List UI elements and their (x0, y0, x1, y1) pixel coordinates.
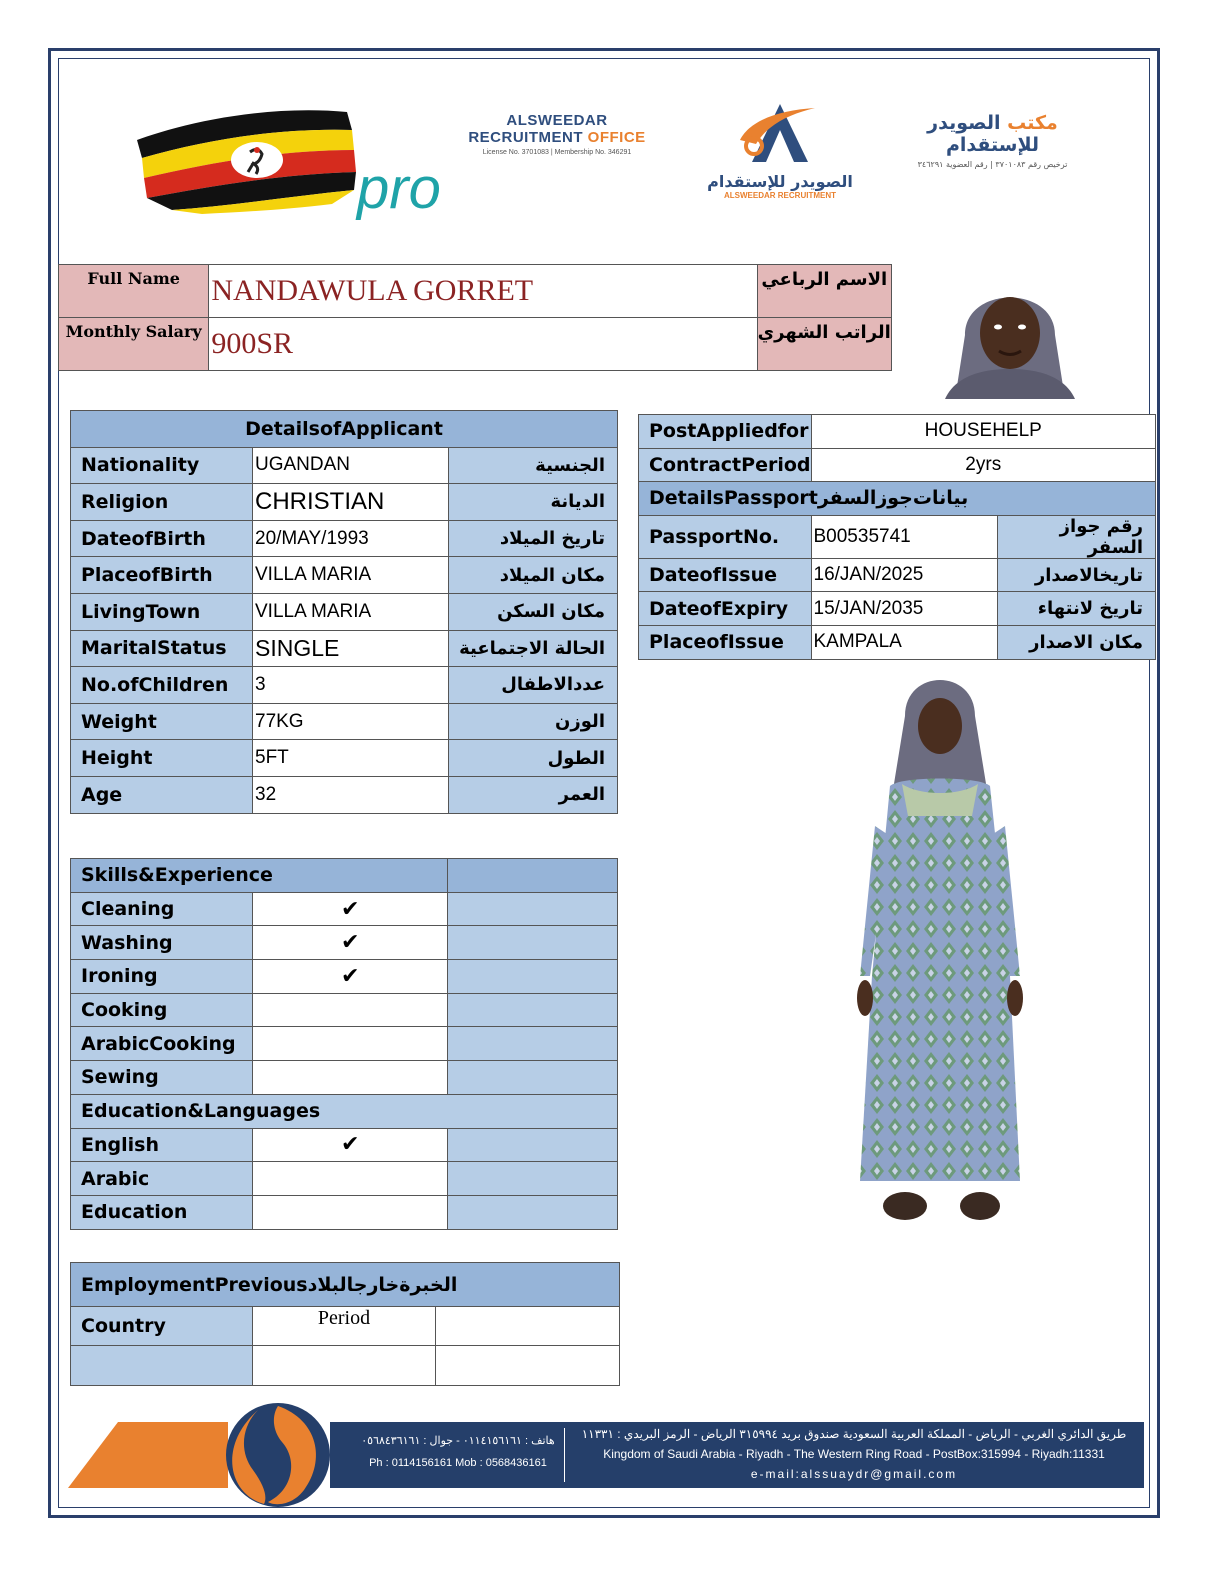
salary-value: 900SR (209, 318, 757, 371)
details-row: Nationality UGANDAN الجنسية (71, 447, 618, 484)
skill-row: Sewing (71, 1061, 618, 1095)
skill-row: Cooking (71, 993, 618, 1027)
passport-row: DateofExpiry 15/JAN/2035 تاريخ لانتهاء (639, 592, 1156, 626)
uganda-pro-logo (132, 100, 442, 230)
office-line1: ALSWEEDAR (506, 112, 608, 129)
checkmark-icon: ✔ (252, 960, 448, 994)
footer-email: e-mail:alssuaydr@gmail.com (750, 1467, 958, 1481)
employment-table (70, 1262, 620, 1386)
post-passport-table (638, 414, 1156, 660)
footer-contact-band (330, 1422, 1144, 1488)
passport-title: DetailsPassportبيانات‌جوزالسفر (639, 482, 1156, 516)
checkmark-icon: ✔ (252, 1128, 448, 1162)
center-a-logo (700, 100, 860, 210)
arabic-office-logo (880, 112, 1105, 172)
skill-row: Washing ✔ (71, 926, 618, 960)
education-title: Education&Languages (71, 1094, 618, 1128)
details-row: No.ofChildren 3 عددالاطفال (71, 667, 618, 704)
salary-ar-label: الراتب الشهري (757, 318, 892, 371)
employment-row (71, 1346, 620, 1386)
details-row: Height 5FT الطول (71, 740, 618, 777)
arabic-office-title: مكتب الصويدر للإستقدام (927, 112, 1058, 156)
center-logo-ar: الصويدر للإستقدام (707, 172, 853, 191)
a-mark-icon (720, 100, 840, 168)
skill-row: ArabicCooking (71, 1027, 618, 1061)
language-row: Education (71, 1195, 618, 1229)
passport-row: DateofIssue 16/JAN/2025 تاريخالاصدار (639, 558, 1156, 592)
footer (68, 1400, 1144, 1508)
post-row: PostAppliedfor HOUSEHELP (639, 415, 1156, 449)
footer-divider (564, 1428, 565, 1482)
details-row: Weight 77KG الوزن (71, 703, 618, 740)
arabic-office-sub: ترخيص رقم ٣٧٠١٠٨٣ | رقم العضوية ٣٤٦٢٩١ (917, 160, 1068, 169)
footer-phones: هاتف : ٠١١٤١٥٦١٦١ - جوال : ٠٥٦٨٤٣٦١٦١ Ph : 0114156161 Mob : 0568436161 (361, 1435, 555, 1469)
details-row: LivingTown VILLA MARIA مكان السكن (71, 593, 618, 630)
employment-header-row: Country Period (71, 1307, 620, 1346)
center-logo-en: ALSWEEDAR RECRUITMENT (724, 191, 836, 200)
details-row: Age 32 العمر (71, 776, 618, 813)
full-name-ar-label: الاسم الرباعي (757, 265, 892, 318)
language-row: Arabic (71, 1162, 618, 1196)
details-table (70, 410, 618, 814)
office-line2: RECRUITMENT OFFICE (468, 129, 646, 146)
office-logo (452, 112, 662, 172)
skill-row: Cleaning ✔ (71, 892, 618, 926)
checkmark-icon: ✔ (252, 892, 448, 926)
passport-row: PassportNo. B00535741 رقم جواز السفر (639, 515, 1156, 558)
salary-row (59, 318, 892, 371)
pro-text: pro (357, 156, 441, 221)
applicant-headshot (925, 265, 1095, 399)
skill-row: Ironing ✔ (71, 960, 618, 994)
skills-title: Skills&Experience (71, 859, 448, 893)
details-row: PlaceofBirth VILLA MARIA مكان الميلاد (71, 557, 618, 594)
name-salary-table (58, 264, 892, 371)
full-name-label: Full Name (59, 265, 209, 318)
applicant-full-photo (850, 676, 1030, 1226)
full-name-row (59, 265, 892, 318)
office-line3: License No. 3701083 | Membership No. 346291 (482, 149, 632, 156)
details-row: Religion CHRISTIAN الديانة (71, 484, 618, 521)
footer-address: طريق الدائري الغربي - الرياض - المملكة العربية السعودية صندوق بريد ٣١٥٩٩٤ الرياض - الرمز البريدي : ١١٣٣١ Kingdom of Saudi Arabia - Riyadh - The Western Ring Road - PostBox:315994 - Riyadh:11331 e-mail:alssuaydr@gmail.com (574, 1424, 1134, 1484)
language-row: English ✔ (71, 1128, 618, 1162)
skills-table (70, 858, 618, 1230)
details-title: DetailsofApplicant (71, 411, 618, 448)
employment-title: EmploymentPreviousالخبرةخارجالبلاد (71, 1263, 620, 1307)
salary-label: Monthly Salary (59, 318, 209, 371)
details-row: MaritalStatus SINGLE الحالة الاجتماعية (71, 630, 618, 667)
checkmark-icon: ✔ (252, 926, 448, 960)
contract-row: ContractPeriod 2yrs (639, 448, 1156, 482)
details-row: DateofBirth 20/MAY/1993 تاريخ الميلاد (71, 520, 618, 557)
full-name-value: NANDAWULA GORRET (209, 265, 757, 318)
passport-row: PlaceofIssue KAMPALA مكان الاصدار (639, 625, 1156, 659)
footer-logo-icon (68, 1400, 338, 1508)
